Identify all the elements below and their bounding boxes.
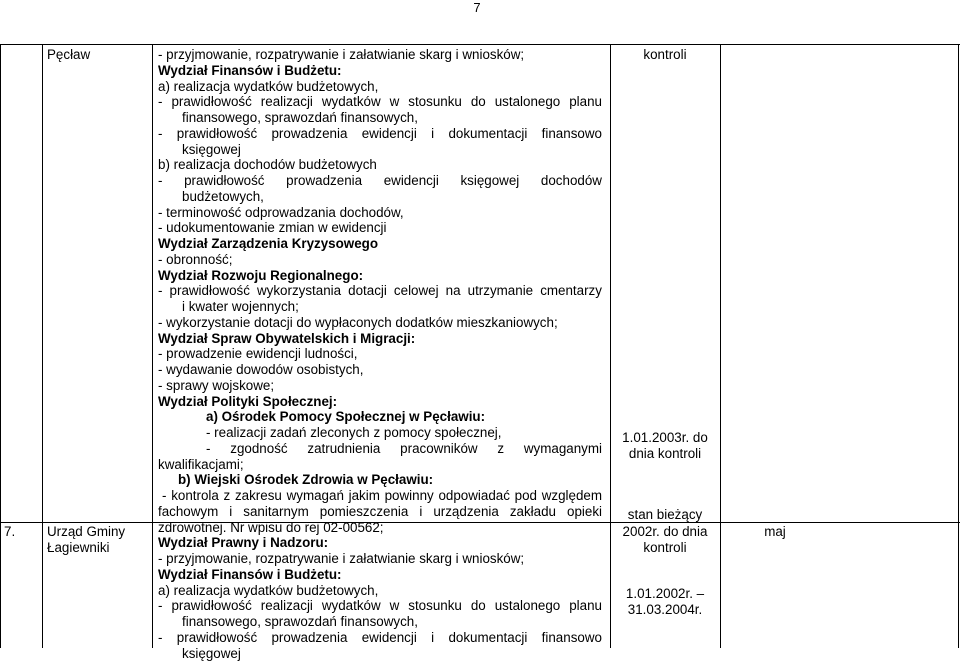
scope-line: - sprawy wojskowe; — [158, 377, 275, 393]
unit-name: Urząd Gminy — [47, 524, 126, 539]
scope-line: - prawidłowość prowadzenia ewidencji i dokumentacji finansowo — [158, 629, 602, 645]
section-heading: a) Ośrodek Pomocy Społecznej w Pęcławiu: — [206, 409, 486, 425]
section-heading: b) Wiejski Ośrodek Zdrowia w Pęcławiu: — [178, 472, 434, 488]
scope-line: a) realizacja wydatków budżetowych, — [158, 78, 379, 94]
scope-line: - prawidłowość realizacji wydatków w stosunku do ustalonego planu — [158, 94, 602, 110]
scope-line: - obronność; — [158, 251, 233, 267]
scope-line: a) realizacja wydatków budżetowych, — [158, 582, 379, 598]
scope-line: - zgodność zatrudnienia pracowników z wymaganymi — [206, 440, 602, 456]
control-status: stan bieżący — [627, 507, 703, 522]
scope-line: - terminowość odprowadzania dochodów, — [158, 204, 404, 220]
column-border — [152, 44, 153, 648]
scope-line: - przyjmowanie, rozpatrywanie i załatwianie skarg i wniosków; — [158, 47, 525, 62]
scope-line: - prowadzenie ewidencji ludności, — [158, 346, 358, 362]
scope-line: księgowej — [182, 141, 241, 157]
section-heading: Wydział Rozwoju Regionalnego: — [158, 267, 364, 283]
column-border — [720, 44, 721, 648]
scope-line: - prawidłowość realizacji wydatków w stosunku do ustalonego planu — [158, 598, 602, 614]
scope-line: - udokumentowanie zmian w ewidencji — [158, 220, 387, 236]
control-month: maj — [764, 524, 786, 539]
column-border — [0, 44, 1, 648]
control-period: 2002r. do dnia — [622, 524, 708, 539]
audited-period-line2: 31.03.2004r. — [627, 602, 703, 617]
column-border — [958, 44, 959, 648]
scope-line: - prawidłowość wykorzystania dotacji celowej na utrzymanie cmentarzy — [158, 283, 602, 299]
scope-line: budżetowych, — [182, 188, 264, 204]
section-heading: Wydział Zarządzenia Kryzysowego — [158, 236, 379, 251]
control-period-end: dnia kontroli — [628, 446, 702, 461]
scope-line: - prawidłowość prowadzenia ewidencji księgowej dochodów — [158, 173, 602, 188]
section-heading: Wydział Prawny i Nadzoru: — [158, 535, 329, 551]
table-top-border — [0, 44, 960, 45]
unit-name: Pęcław — [47, 47, 91, 62]
scope-line: finansowego, sprawozdań finansowych, — [182, 614, 418, 629]
row-number: 7. — [4, 524, 16, 539]
scope-line: - wydawanie dowodów osobistych, — [158, 362, 364, 377]
row-separator — [0, 522, 960, 523]
column-border — [610, 44, 611, 648]
scope-line: fachowym i sanitarnym pomieszczenia i urządzenia zakładu opieki — [158, 503, 602, 519]
scope-line: i kwater wojennych; — [182, 299, 299, 314]
column-border — [42, 44, 43, 648]
scope-line: - kontrola z zakresu wymagań jakim powinny odpowiadać pod względem — [162, 488, 602, 503]
control-period-line2: kontroli — [643, 540, 687, 555]
scope-line: kwalifikacjami; — [158, 456, 244, 472]
scope-line: finansowego, sprawozdań finansowych, — [182, 110, 418, 125]
section-heading: Wydział Finansów i Budżetu: — [158, 62, 342, 78]
scope-line: księgowej — [182, 645, 241, 661]
scope-line: - prawidłowość prowadzenia ewidencji i dokumentacji finansowo — [158, 125, 602, 141]
control-period-start: 1.01.2003r. do — [622, 430, 708, 445]
page-number: 7 — [473, 0, 481, 15]
scope-line: - realizacji zadań zleconych z pomocy społecznej, — [206, 425, 502, 440]
scope-line: - przyjmowanie, rozpatrywanie i załatwianie skarg i wniosków; — [158, 551, 525, 566]
scope-line: - wykorzystanie dotacji do wypłaconych dodatków mieszkaniowych; — [158, 314, 558, 330]
section-heading: Wydział Polityki Społecznej: — [158, 393, 338, 409]
section-heading: Wydział Finansów i Budżetu: — [158, 566, 342, 582]
section-heading: Wydział Spraw Obywatelskich i Migracji: — [158, 330, 416, 346]
audited-period: 1.01.2002r. – — [625, 586, 705, 601]
scope-line: b) realizacja dochodów budżetowych — [158, 157, 377, 173]
control-type: kontroli — [643, 47, 687, 62]
scope-line: zdrowotnej. Nr wpisu do rej 02-00562; — [158, 519, 384, 535]
unit-name-line2: Łagiewniki — [47, 540, 110, 555]
